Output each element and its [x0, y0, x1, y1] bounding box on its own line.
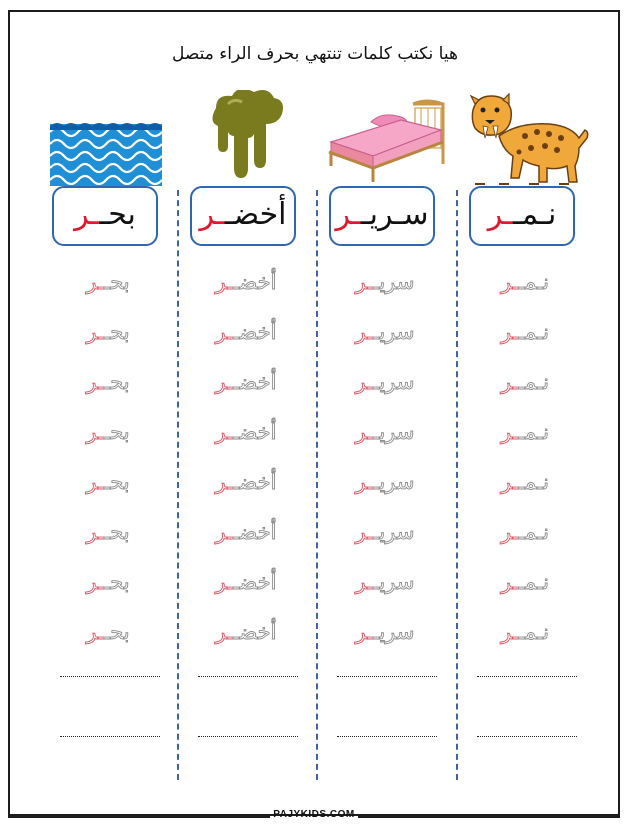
trace-word-stem: أخضـ	[233, 420, 277, 444]
trace-word-stem: أخضـ	[233, 620, 277, 644]
trace-word-stem: سريـ	[373, 420, 415, 444]
writing-line[interactable]	[337, 676, 437, 677]
trace-word	[176, 520, 316, 544]
trace-word-stem: بحـ	[104, 570, 130, 594]
trace-word-ending: ـر	[215, 270, 234, 294]
trace-word-ending: ـر	[500, 570, 519, 594]
writing-line[interactable]	[477, 736, 577, 737]
word-card: بحــر	[52, 186, 158, 246]
trace-word-stem: أخضـ	[233, 520, 277, 544]
trace-word-ending: ـر	[500, 470, 519, 494]
trace-word-stem: سريـ	[373, 620, 415, 644]
trace-word-stem: نـمـ	[518, 320, 550, 344]
trace-word	[315, 520, 455, 544]
page-title: هيا نكتب كلمات تنتهي بحرف الراء متصل	[172, 44, 458, 64]
trace-word-stem: سريـ	[373, 570, 415, 594]
writing-line[interactable]	[60, 736, 160, 737]
trace-word	[38, 420, 178, 444]
trace-word	[315, 420, 455, 444]
trace-word-stem: نـمـ	[518, 620, 550, 644]
trace-word-ending: ـر	[500, 320, 519, 344]
tiger-icon	[455, 90, 595, 190]
trace-word	[38, 470, 178, 494]
bed-icon	[315, 90, 455, 190]
trace-word	[38, 370, 178, 394]
trace-word-ending: ـر	[500, 370, 519, 394]
trace-word-stem: نـمـ	[518, 570, 550, 594]
trace-word	[176, 320, 316, 344]
trace-word	[38, 570, 178, 594]
trace-word-ending: ـر	[355, 570, 374, 594]
trace-word	[176, 270, 316, 294]
trace-word	[38, 270, 178, 294]
trace-word-ending: ـر	[215, 320, 234, 344]
word-card: أخضــر	[190, 186, 296, 246]
footer	[0, 808, 630, 824]
trace-word	[455, 270, 595, 294]
trace-word-stem: بحـ	[104, 420, 130, 444]
slime-icon	[176, 90, 316, 190]
trace-word-ending: ـر	[215, 520, 234, 544]
trace-word-ending: ـر	[215, 370, 234, 394]
trace-word-stem: سريـ	[373, 370, 415, 394]
footer-rule	[358, 816, 620, 818]
trace-word	[315, 620, 455, 644]
trace-word-stem: أخضـ	[233, 570, 277, 594]
waves-icon	[38, 90, 178, 190]
trace-word	[176, 570, 316, 594]
trace-word-stem: أخضـ	[233, 320, 277, 344]
trace-word-stem: بحـ	[104, 520, 130, 544]
trace-word-stem: سريـ	[373, 470, 415, 494]
trace-word-ending: ـر	[215, 570, 234, 594]
trace-word	[455, 320, 595, 344]
trace-word-ending: ـر	[215, 620, 234, 644]
trace-word-ending: ـر	[86, 320, 105, 344]
trace-word	[455, 520, 595, 544]
trace-word	[38, 520, 178, 544]
trace-word	[455, 420, 595, 444]
trace-word-ending: ـر	[86, 270, 105, 294]
trace-word-ending: ـر	[500, 520, 519, 544]
trace-word	[176, 470, 316, 494]
trace-word-ending: ـر	[500, 270, 519, 294]
trace-word-stem: نـمـ	[518, 520, 550, 544]
word-card: نـمــر	[469, 186, 575, 246]
trace-word-stem: أخضـ	[233, 270, 277, 294]
trace-word-stem: نـمـ	[518, 420, 550, 444]
trace-word-stem: بحـ	[104, 270, 130, 294]
word-card: سـريــر	[329, 186, 435, 246]
trace-word-stem: سريـ	[373, 270, 415, 294]
trace-word	[455, 570, 595, 594]
trace-word	[176, 370, 316, 394]
trace-word	[315, 370, 455, 394]
trace-word-ending: ـر	[355, 320, 374, 344]
trace-word-ending: ـر	[355, 420, 374, 444]
trace-word-stem: نـمـ	[518, 270, 550, 294]
trace-word-stem: أخضـ	[233, 470, 277, 494]
trace-word-stem: أخضـ	[233, 370, 277, 394]
trace-word-stem: بحـ	[104, 320, 130, 344]
writing-line[interactable]	[198, 676, 298, 677]
trace-word-stem: نـمـ	[518, 470, 550, 494]
trace-word	[176, 620, 316, 644]
trace-word-stem: بحـ	[104, 370, 130, 394]
trace-word-ending: ـر	[86, 470, 105, 494]
trace-word	[455, 620, 595, 644]
trace-word-ending: ـر	[86, 620, 105, 644]
trace-word-ending: ـر	[355, 270, 374, 294]
trace-word-ending: ـر	[86, 520, 105, 544]
trace-word-stem: سريـ	[373, 520, 415, 544]
trace-word	[38, 620, 178, 644]
trace-word-stem: بحـ	[104, 470, 130, 494]
writing-line[interactable]	[60, 676, 160, 677]
footer-brand: PAJYKIDS.COM	[273, 809, 355, 820]
footer-rule	[8, 816, 270, 818]
trace-word-ending: ـر	[86, 420, 105, 444]
trace-word	[315, 570, 455, 594]
trace-word-stem: سريـ	[373, 320, 415, 344]
writing-line[interactable]	[337, 736, 437, 737]
trace-word-ending: ـر	[215, 470, 234, 494]
writing-line[interactable]	[198, 736, 298, 737]
trace-word	[315, 320, 455, 344]
trace-word-ending: ـر	[86, 370, 105, 394]
trace-word-ending: ـر	[355, 520, 374, 544]
trace-word	[455, 370, 595, 394]
trace-word	[38, 320, 178, 344]
trace-word	[315, 470, 455, 494]
trace-word-ending: ـر	[355, 370, 374, 394]
trace-word-ending: ـر	[86, 570, 105, 594]
trace-word-stem: بحـ	[104, 620, 130, 644]
trace-word-ending: ـر	[355, 620, 374, 644]
trace-word	[455, 470, 595, 494]
trace-word-ending: ـر	[500, 420, 519, 444]
trace-word-ending: ـر	[500, 620, 519, 644]
trace-word-ending: ـر	[355, 470, 374, 494]
trace-word-ending: ـر	[215, 420, 234, 444]
trace-word	[315, 270, 455, 294]
writing-line[interactable]	[477, 676, 577, 677]
trace-word-stem: نـمـ	[518, 370, 550, 394]
trace-word	[176, 420, 316, 444]
